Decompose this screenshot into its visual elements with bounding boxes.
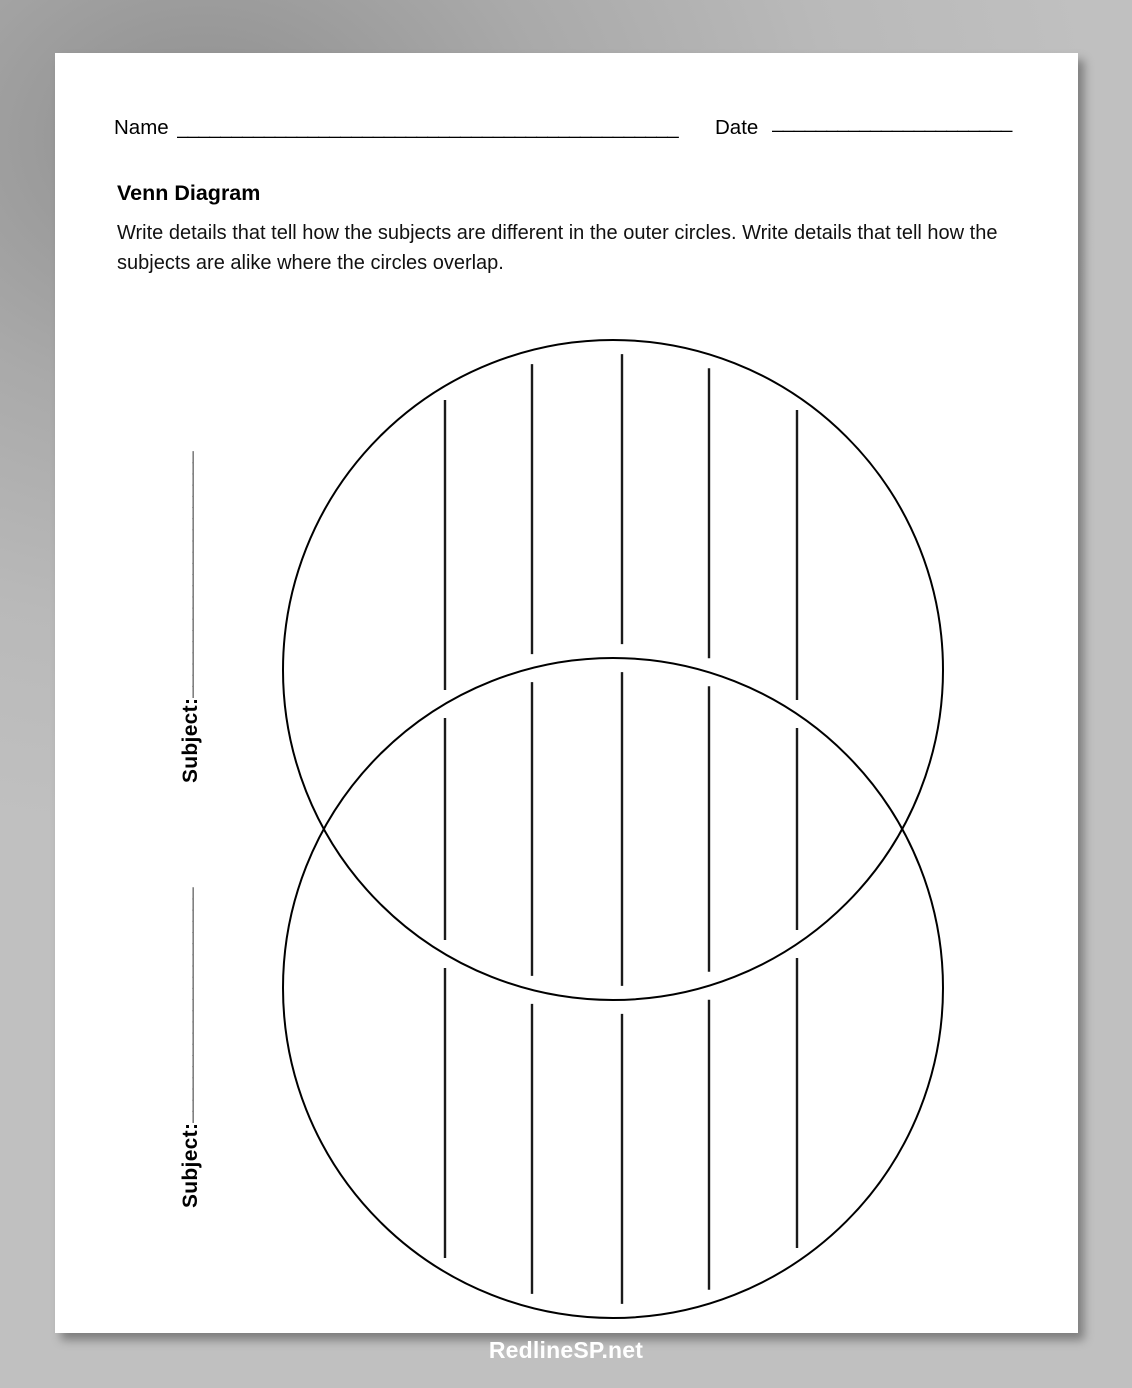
date-write-in-line[interactable]: ______________________ [772, 110, 1012, 133]
subject-label-1 [173, 398, 203, 783]
subject-1-text: Subject: [179, 697, 202, 783]
name-write-in-line[interactable]: ______________________________________________ [176, 116, 679, 139]
date-group [715, 110, 1024, 140]
subject-2-write-in-line[interactable]: _____________________ [173, 887, 196, 1123]
worksheet-page [55, 53, 1078, 1333]
name-date-row [114, 110, 1024, 140]
name-label: Name [114, 116, 169, 139]
page-title: Venn Diagram [117, 181, 261, 205]
venn-writing-lines [445, 354, 797, 1304]
top-circle [283, 340, 943, 1000]
subject-2-text: Subject: [179, 1122, 202, 1208]
bottom-circle [283, 658, 943, 1318]
instructions-text: Write details that tell how the subjects are different in the outer circles. Write details that tell how the subjects are alike where the circles overlap. [117, 222, 998, 274]
date-label: Date [714, 116, 759, 139]
site-watermark: RedlineSP.net [488, 1337, 644, 1363]
subject-label-2 [173, 841, 203, 1208]
subject-1-write-in-line[interactable]: ______________________ [173, 451, 196, 698]
